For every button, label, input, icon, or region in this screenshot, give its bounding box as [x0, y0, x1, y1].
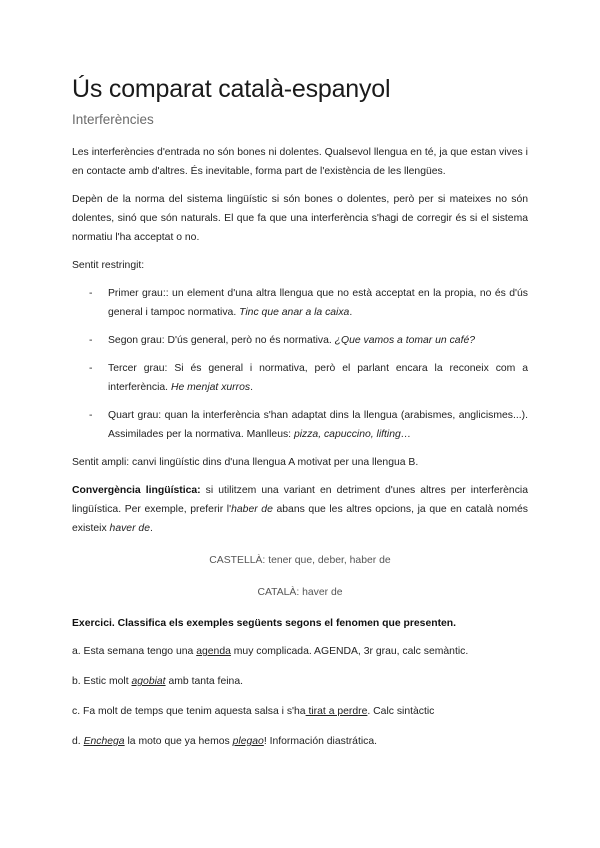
example-text: c. Fa molt de temps que tenim aquesta salsa i s'ha: [72, 706, 306, 717]
example-text: . Calc sintàctic: [367, 706, 435, 717]
grade-text: Quart grau: quan la interferència s'han adaptat dins la llengua (arabismes, anglicismes...). Assimilades per la normativa. Manlleus:: [108, 410, 528, 440]
list-item: [72, 284, 528, 322]
example-text: la moto que ya hemos: [124, 736, 233, 747]
grades-list: [72, 284, 528, 444]
example-text: amb tanta feina.: [165, 676, 243, 687]
grade-text: Tercer grau: Si és general i normativa, però el parlant encara la reconeix com a interferència.: [108, 363, 528, 393]
dash-bullet: -: [89, 335, 93, 346]
castella-line: CASTELLÀ: tener que, deber, haber de: [209, 555, 391, 566]
example-underlined: agenda: [196, 646, 231, 657]
example-underlined: plegao: [232, 736, 264, 747]
convergence-text-1: si utilitzem una variant en detriment d'unes altres per interferència lingüística. Per exemple, preferir l': [72, 485, 528, 515]
exercise-title-text: Exercici. Classifica els exemples següents segons el fenomen que presenten.: [72, 618, 457, 629]
example-b: [72, 672, 528, 691]
grade-example: pizza, capuccino, lifting…: [293, 429, 412, 440]
grade-tail: .: [250, 382, 253, 393]
example-text: b. Estic molt: [72, 676, 132, 687]
example-text: ! Información diastrática.: [263, 736, 378, 747]
paragraph-norm: Depèn de la norma del sistema lingüístic si són bones o dolentes, però per si mateixes no són dolentes, sinó que són naturals. El que fa que una interferència s'hagi de corregir és si el sistema normatiu l'ha acceptat o no.: [72, 194, 528, 243]
exercise-title: [72, 614, 528, 633]
dash-bullet: -: [89, 363, 93, 374]
page-title: Ús comparat català-espanyol: [72, 75, 391, 103]
list-item: [72, 359, 528, 397]
list-item: [72, 331, 528, 350]
list-item: [72, 406, 528, 444]
convergence-text-3: .: [149, 523, 153, 534]
example-d: [72, 732, 528, 751]
convergence-paragraph: [72, 481, 528, 538]
grade-example: ¿Que vamos a tomar un café?: [334, 335, 476, 346]
restricted-sense-label: Sentit restringit:: [72, 260, 145, 271]
example-underlined: agobiat: [131, 676, 166, 687]
catala-line: CATALÀ: haver de: [257, 587, 343, 598]
broad-sense: Sentit ampli: canvi lingüístic dins d'una llengua A motivat per una llengua B.: [72, 457, 419, 468]
convergence-term-1: haber de: [231, 504, 273, 515]
example-a: [72, 642, 528, 661]
example-underlined: tirat a perdre: [305, 706, 368, 717]
page-subtitle: Interferències: [72, 112, 154, 127]
grade-text: Primer grau:: un element d'una altra llengua que no està acceptat en la propia, no és d'ús general i tampoc normativa.: [108, 288, 528, 318]
convergence-text-2: abans que les altres opcions, ja que en català només existeix: [72, 504, 528, 534]
convergence-label: Convergència lingüística:: [72, 485, 201, 496]
grade-example: Tinc que anar a la caixa: [239, 307, 350, 318]
dash-bullet: -: [89, 288, 93, 299]
grade-tail: .: [349, 307, 353, 318]
grade-example: He menjat xurros: [170, 382, 251, 393]
grade-text: Segon grau: D'ús general, però no és normativa.: [108, 335, 335, 346]
dash-bullet: -: [89, 410, 93, 421]
example-text: d.: [72, 736, 84, 747]
example-c: [72, 702, 528, 721]
example-text: a. Esta semana tengo una: [72, 646, 197, 657]
example-text: muy complicada. AGENDA, 3r grau, calc semàntic.: [230, 646, 469, 657]
example-underlined: Enchega: [83, 736, 125, 747]
paragraph-intro: Les interferències d'entrada no són bones ni dolentes. Qualsevol llengua en té, ja que estan vives i en contacte amb d'altres. És inevitable, forma part de l'existència de les llengües.: [72, 147, 528, 177]
convergence-term-2: haver de: [109, 523, 150, 534]
